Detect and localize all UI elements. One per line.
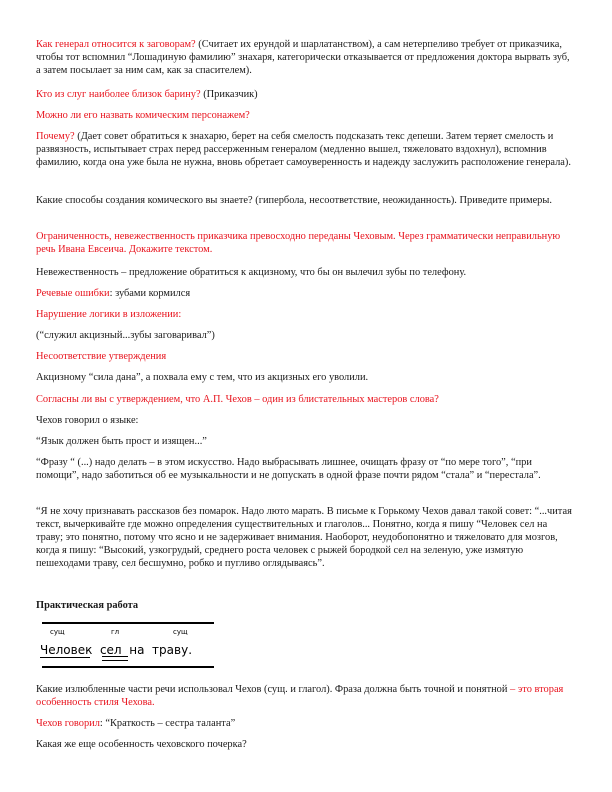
tag-noun-1: сущ [50,628,65,636]
answer-general-attitude: (Считает их ерундой и шарлатанством), а сам нетерпеливо требует от приказчика, чтобы тот вспомнил “Лошадиную фамилию” знахаря, категорически отказывается от предложения доктора вырвать зуб, а затем посылает за ним сам, как за спасителем). [36,39,570,76]
paragraph-why [36,130,576,169]
tag-noun-2: сущ [173,628,188,636]
paragraph-brevity [36,717,576,730]
task-clerk-ignorance: Ограниченность, невежественность приказчика превосходно переданы Чеховым. Через грамматически неправильную речь Ивана Евсеича. Докажите текстом. [36,231,561,255]
parsed-sentence: Человек сел на траву. [40,643,193,657]
question-why: Почему? [36,131,75,142]
paragraph-parts-of-speech [36,683,576,709]
example-speech-errors: : зубами кормился [109,288,191,299]
quote-phrase-craft: “Фразу “ (...) надо делать – в этом искусство. Надо выбрасывать лишнее, очищать фразу от “по мере того”, “при помощи”, надо заботиться об ее музыкальности и не допускать в одной фразе почти рядом “стала” и “перестала”. [36,457,541,481]
diagram-top-rule [42,622,214,624]
highlight-style-feature: – это вторая особенность стиля Чехова. [36,684,564,708]
question-general-attitude: Как генерал относится к заговорам? [36,39,196,50]
label-logic-violation: Нарушение логики в изложении: [36,309,182,320]
label-statement-mismatch: Несоответствие утверждения [36,351,167,362]
quote-letter-to-gorky: “Я не хочу признавать рассказов без помарок. Надо люто марать. В письме к Горькому Чехов давал такой совет: “...читая текст, вычеркивайте где можно определения существительных и глаголов... Понятно, когда я пишу “Человек сел на траву; это понятно, потому что ясно и не задерживает внимания. Наоборот, неудобопонятно и тяжеловато для мозгов, когда я пишу: “Высокий, узкогрудый, среднего роста человек с рыжей бородкой сел на зеленую, уже измятую пешеходами траву, сел бесшумно, робко и пугливо оглядываясь”. [36,506,572,569]
paragraph-general-attitude [36,38,576,77]
tag-verb: гл [111,628,120,636]
question-master-of-words: Согласны ли вы с утверждением, что А.П. Чехов – один из блистательных мастеров слова? [36,394,439,405]
paragraph-chekhov-on-language: Чехов говорил о языке: [36,415,139,426]
question-closest-servant: Кто из слуг наиболее близок барину? [36,89,201,100]
label-speech-errors: Речевые ошибки [36,288,110,299]
underline-predicate [102,656,128,661]
example-statement-mismatch: Акцизному “сила дана”, а похвала ему с тем, что из акцизных его уволили. [36,372,369,383]
example-logic-violation: (“служил акцизный...зубы заговаривал”) [36,330,215,341]
paragraph-comic-methods: Какие способы создания комического вы знаете? (гипербола, несоответствие, неожиданность). Приведите примеры. [36,195,552,206]
answer-closest-servant: (Приказчик) [200,89,258,100]
label-chekhov-said: Чехов говорил [36,718,100,729]
sentence-parse-diagram [36,622,214,670]
quote-language-simple: “Язык должен быть прост и изящен...” [36,436,207,447]
paragraph-closest-servant [36,88,576,101]
heading-practical-work: Практическая работа [36,600,139,611]
question-another-feature: Какая же еще особенность чеховского почерка? [36,739,247,750]
underline-subject [40,657,90,658]
paragraph-ignorance: Невежественность – предложение обратиться к акцизному, что бы он вылечил зубы по телефону. [36,267,467,278]
answer-why: (Дает совет обратиться к знахарю, берет на себя смелость подсказать текс депеши. Затем теряет смелость и развязность, испытывает страх перед рассерженным генералом (медленно вышел, тяжеловато вздохнул), вспомнив фамилию, когда она уже была не нужна, вновь обретает самоуверенность и надежду заслужить расположение генерала). [36,131,571,168]
diagram-bottom-rule [42,666,214,668]
text-parts-of-speech: Какие излюбленные части речи использовал Чехов (сущ. и глагол). Фраза должна быть точной и понятной [36,684,511,695]
quote-brevity: : “Краткость – сестра таланта” [99,718,236,729]
paragraph-speech-errors [36,287,576,300]
question-comic-character: Можно ли его назвать комическим персонажем? [36,110,250,121]
